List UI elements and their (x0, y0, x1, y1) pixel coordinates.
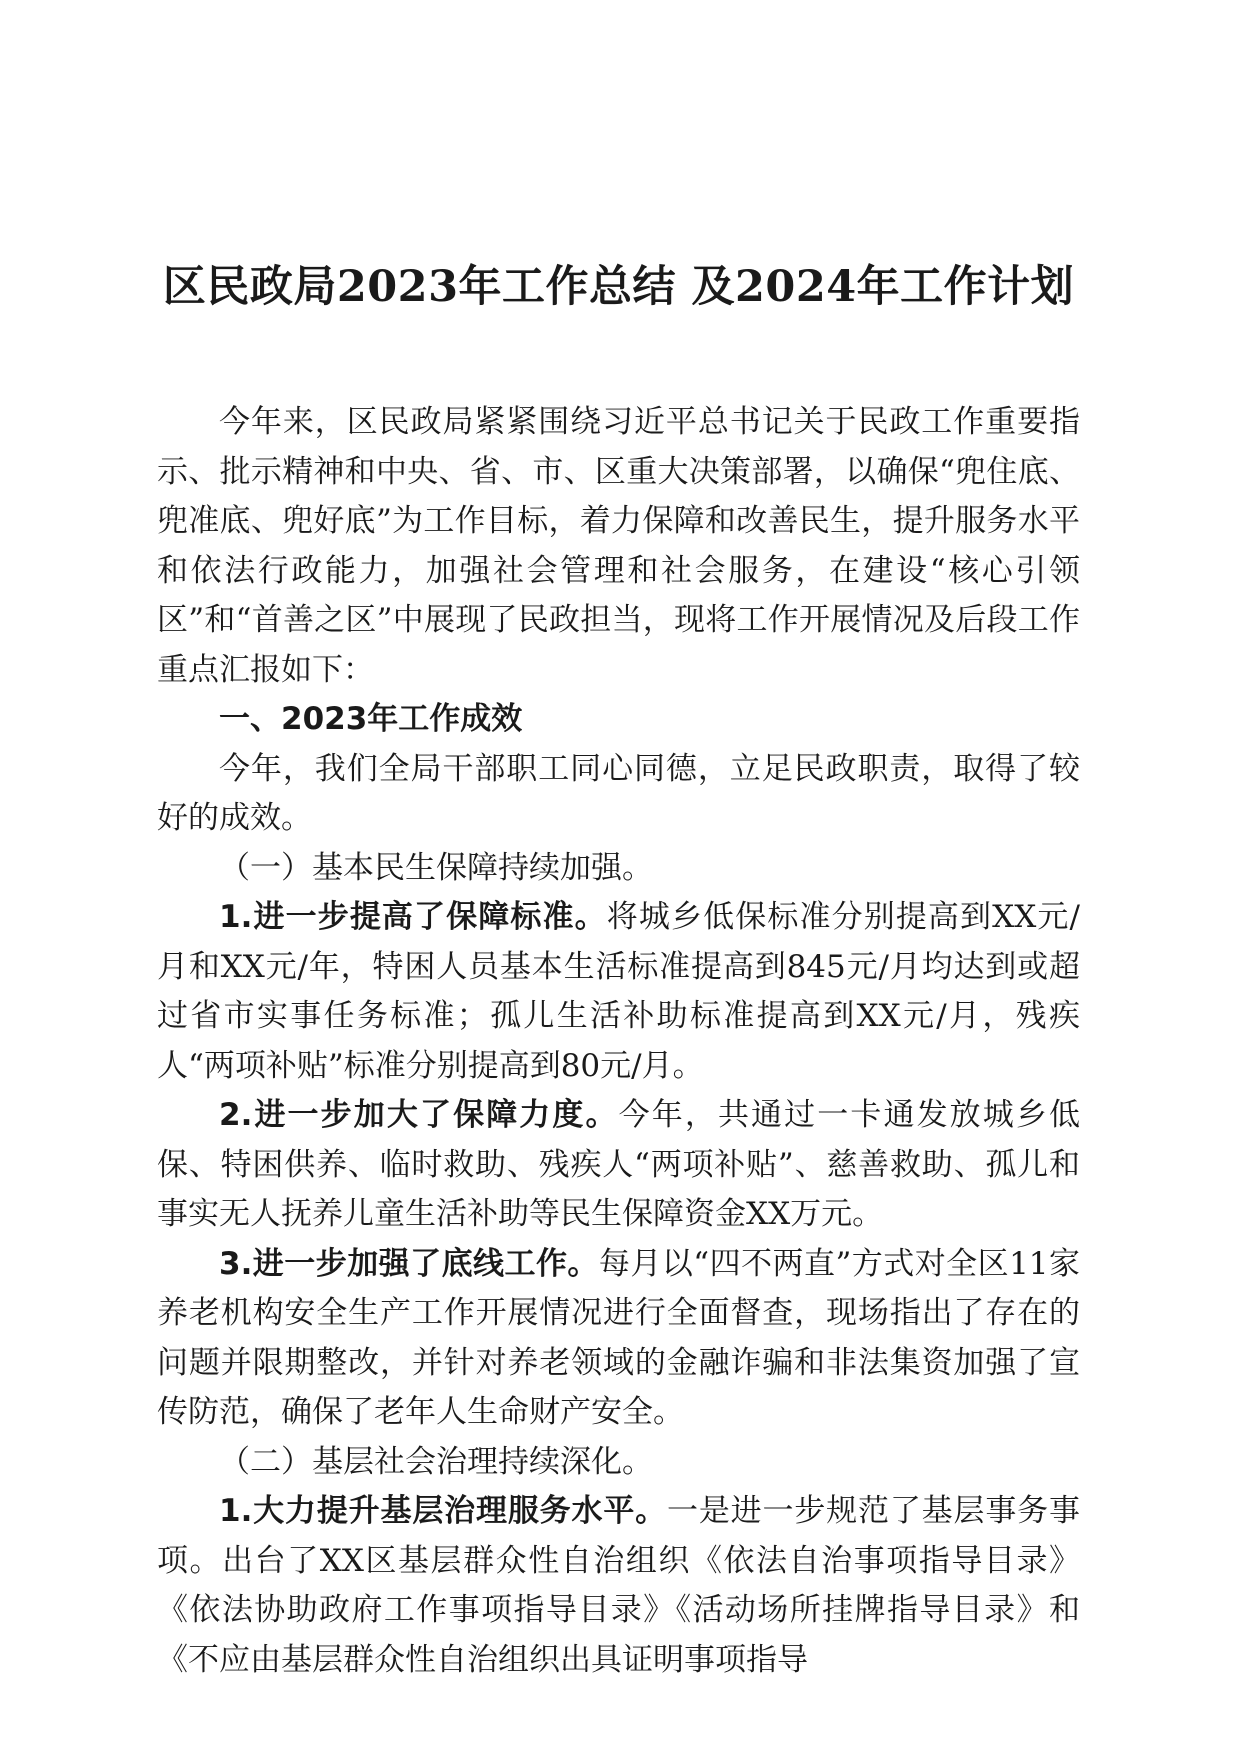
section-heading-1: 一、2023年工作成效 (219, 701, 523, 737)
intro-paragraph: 今年来，区民政局紧紧围绕习近平总书记关于民政工作重要指示、批示精神和中央、省、市、区重大决策部署，以确保“兜住底、兜准底、兜好底”为工作目标，着力保障和改善民生，提升服务水平和依法行政能力，加强社会管理和社会服务，在建设“核心引领区”和“首善之区”中展现了民政担当，现将工作开展情况及后段工作重点汇报如下： (157, 404, 1080, 688)
subsection-heading-1: （一）基本民生保障持续加强。 (219, 849, 653, 886)
item-text: 今年，共通过一卡通发放城乡低保、特困供养、临时救助、残疾人“两项补贴”、慈善救助、孤儿和事实无人抚养儿童生活补助等民生保障资金XX万元。 (157, 1097, 1080, 1232)
section-summary: 今年，我们全局干部职工同心同德，立足民政职责，取得了较好的成效。 (157, 750, 1080, 836)
item-text: 每月以“四不两直”方式对全区11家养老机构安全生产工作开展情况进行全面督查，现场指出了存在的问题并限期整改，并针对养老领域的金融诈骗和非法集资加强了宣传防范，确保了老年人生命财产安全。 (157, 1245, 1080, 1430)
item-text: 将城乡低保标准分别提高到XX元/月和XX元/年，特困人员基本生活标准提高到845元/月均达到或超过省市实事任务标准；孤儿生活补助标准提高到XX元/月，残疾人“两项补贴”标准分别提高到80元/月。 (157, 899, 1080, 1084)
item-text: 一是进一步规范了基层事务事项。出台了XX区基层群众性自治组织《依法自治事项指导目录》《依法协助政府工作事项指导目录》《活动场所挂牌指导目录》和《不应由基层群众性自治组织出具证明事项指导 (157, 1493, 1080, 1678)
item-lead: 1.大力提升基层治理服务水平。 (219, 1493, 667, 1529)
list-item (157, 1487, 1080, 1685)
subsection-heading-2: （二）基层社会治理持续深化。 (219, 1443, 653, 1480)
list-item (157, 893, 1080, 1091)
page-title: 区民政局2023年工作总结 及2024年工作计划 (162, 262, 1075, 312)
list-item (157, 1240, 1080, 1438)
item-lead: 3.进一步加强了底线工作。 (219, 1245, 599, 1282)
item-lead: 2.进一步加大了保障力度。 (219, 1097, 619, 1133)
list-item (157, 1091, 1080, 1240)
item-lead: 1.进一步提高了保障标准。 (219, 899, 607, 935)
